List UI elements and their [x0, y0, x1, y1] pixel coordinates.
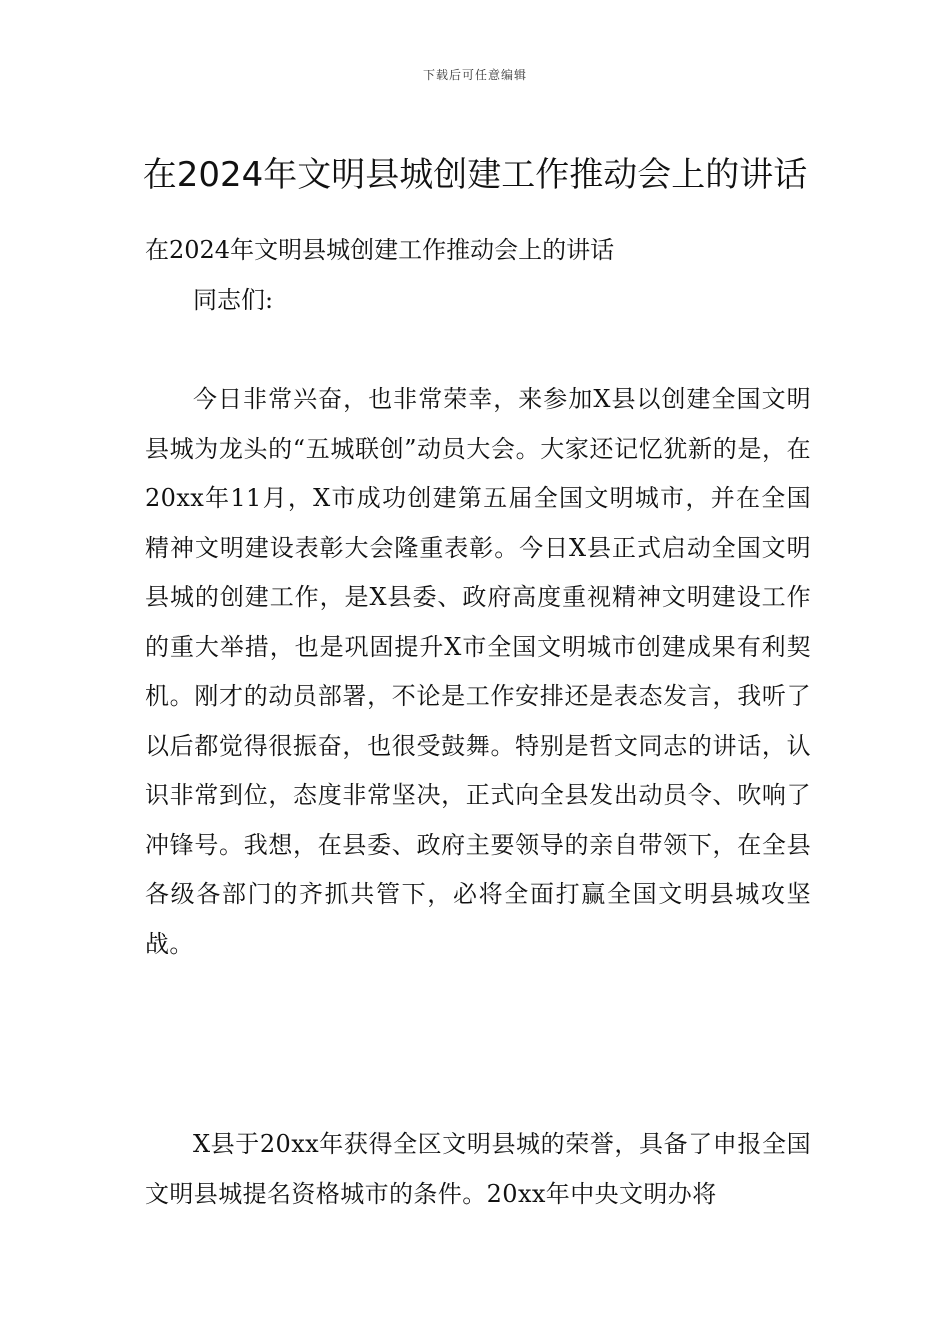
- document-subtitle: 在2024年文明县城创建工作推动会上的讲话: [145, 236, 615, 264]
- header-note: 下载后可任意编辑: [422, 68, 527, 82]
- body-paragraph-1: 今日非常兴奋，也非常荣幸，来参加X县以创建全国文明县城为龙头的“五城联创”动员大会。大家还记忆犹新的是，在20xx年11月，X市成功创建第五届全国文明城市，并在全国精神文明建设表彰大会隆重表彰。今日X县正式启动全国文明县城的创建工作，是X县委、政府高度重视精神文明建设工作的重大举措，也是巩固提升X市全国文明城市创建成果有利契机。刚才的动员部署，不论是工作安排还是表态发言，我听了以后都觉得很振奋，也很受鼓舞。特别是哲文同志的讲话，认识非常到位，态度非常坚决，正式向全县发出动员令、吹响了冲锋号。我想，在县委、政府主要领导的亲自带领下，在全县各级各部门的齐抓共管下，必将全面打赢全国文明县城攻坚战。: [145, 385, 811, 958]
- body-paragraph-2: X县于20xx年获得全区文明县城的荣誉，具备了申报全国文明县城提名资格城市的条件。20xx年中央文明办将: [145, 1130, 811, 1208]
- greeting: 同志们:: [193, 286, 274, 314]
- document-title: 在2024年文明县城创建工作推动会上的讲话: [142, 154, 808, 195]
